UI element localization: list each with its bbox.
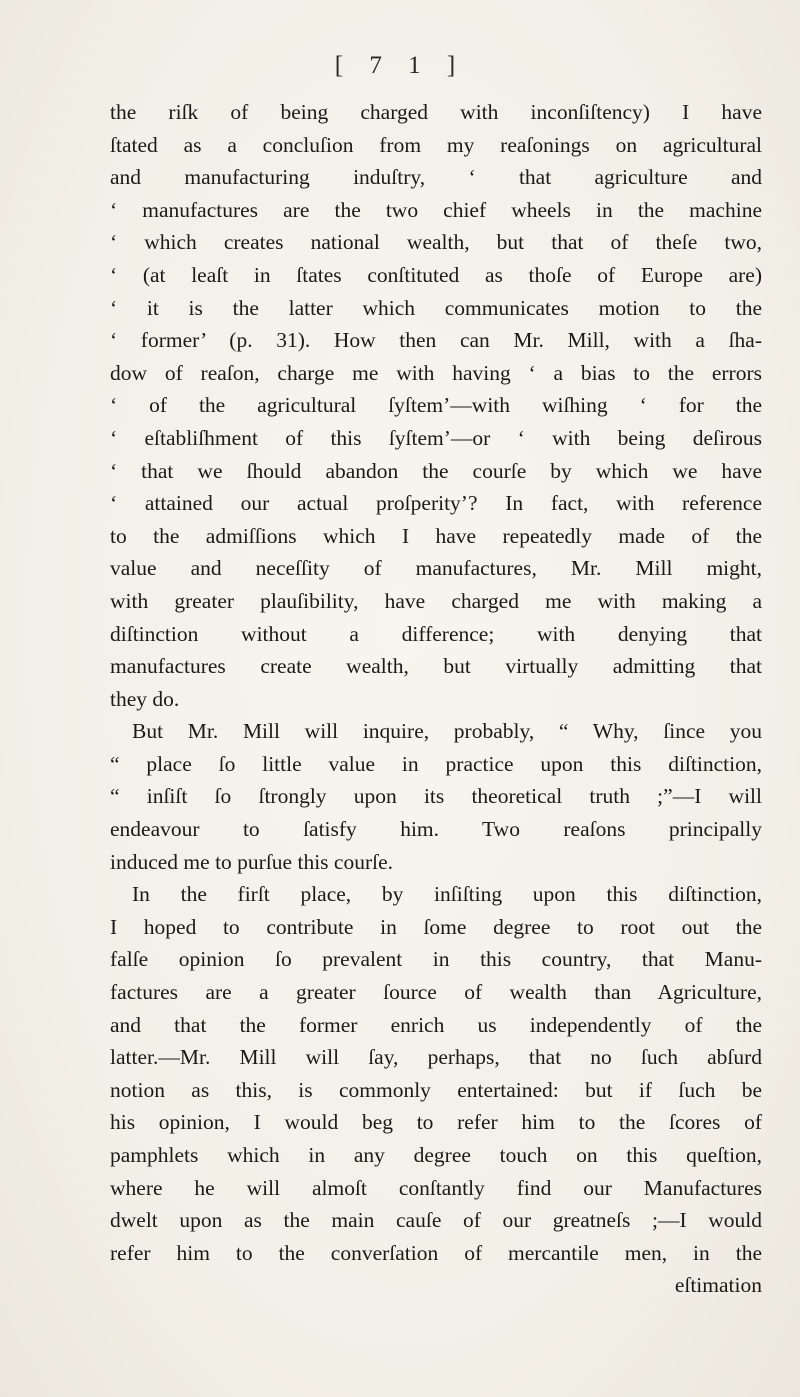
text-line: “ place ſo little value in practice upon this diſtinction, xyxy=(110,751,762,776)
text-line: ‘ attained our actual proſperity’? In fact, with reference xyxy=(110,491,762,516)
text-line: ‘ eſtabliſhment of this ſyſtem’—or ‘ with being deſirous xyxy=(110,425,762,450)
text-line: pamphlets which in any degree touch on this queſtion, xyxy=(110,1143,762,1167)
text-line: to the admiſſions which I have repeatedly made of the xyxy=(110,523,762,548)
text-line: notion as this, is commonly entertained: but if ſuch be xyxy=(110,1077,762,1102)
page-number: [ 7 1 ] xyxy=(334,52,466,79)
text-line: ‘ it is the latter which communicates motion to the xyxy=(110,295,762,320)
text-line: ‘ which creates national wealth, but that of theſe two, xyxy=(110,230,762,255)
text-line: dwelt upon as the main cauſe of our greatneſs ;—I would xyxy=(110,1208,762,1233)
text-line: ‘ (at leaſt in ſtates conſtituted as thoſe of Europe are) xyxy=(110,262,762,287)
text-line: and manufacturing induſtry, ‘ that agriculture and xyxy=(110,165,762,190)
text-line: latter.—Mr. Mill will ſay, perhaps, that no ſuch abſurd xyxy=(110,1045,762,1070)
body-text xyxy=(110,96,762,1302)
text-line: falſe opinion ſo prevalent in this country, that Manu- xyxy=(110,947,762,972)
text-line: with greater plauſibility, have charged me with making a xyxy=(110,588,762,613)
text-line: dow of reaſon, charge me with having ‘ a bias to the errors xyxy=(110,360,762,385)
text-line: induced me to purſue this courſe. xyxy=(110,849,394,874)
text-line: manufactures create wealth, but virtually admitting that xyxy=(110,654,762,679)
text-line: refer him to the converſation of mercantile men, in the xyxy=(110,1240,762,1265)
text-line: factures are a greater ſource of wealth than Agriculture, xyxy=(110,980,762,1005)
text-line: ſtated as a concluſion from my reaſonings on agricultural xyxy=(110,132,762,157)
text-line: “ inſiſt ſo ſtrongly upon its theoretical truth ;”—I will xyxy=(110,784,762,809)
text-line: In the firſt place, by inſiſting upon this diſtinction, xyxy=(132,882,762,907)
text-line: they do. xyxy=(110,686,180,711)
text-line: diſtinction without a difference; with denying that xyxy=(110,621,762,646)
text-line: I hoped to contribute in ſome degree to root out the xyxy=(110,914,762,939)
text-line: But Mr. Mill will inquire, probably, “ Why, ſince you xyxy=(132,719,762,744)
text-line: ‘ manufactures are the two chief wheels in the machine xyxy=(110,197,762,222)
text-line: where he will almoſt conſtantly find our Manufactures xyxy=(110,1175,762,1200)
text-line: endeavour to ſatisfy him. Two reaſons principally xyxy=(110,817,762,842)
text-line: the riſk of being charged with inconſiſtency) I have xyxy=(110,100,762,124)
text-line: eſtimation xyxy=(674,1273,762,1298)
text-line: ‘ former’ (p. 31). How then can Mr. Mill, with a ſha- xyxy=(110,328,762,353)
text-line: value and neceſſity of manufactures, Mr. Mill might, xyxy=(110,556,762,581)
text-line: ‘ of the agricultural ſyſtem’—with wiſhing ‘ for the xyxy=(110,393,762,418)
text-line: his opinion, I would beg to refer him to the ſcores of xyxy=(110,1110,762,1135)
text-line: ‘ that we ſhould abandon the courſe by which we have xyxy=(110,458,762,483)
text-line: and that the former enrich us independently of the xyxy=(110,1012,762,1037)
